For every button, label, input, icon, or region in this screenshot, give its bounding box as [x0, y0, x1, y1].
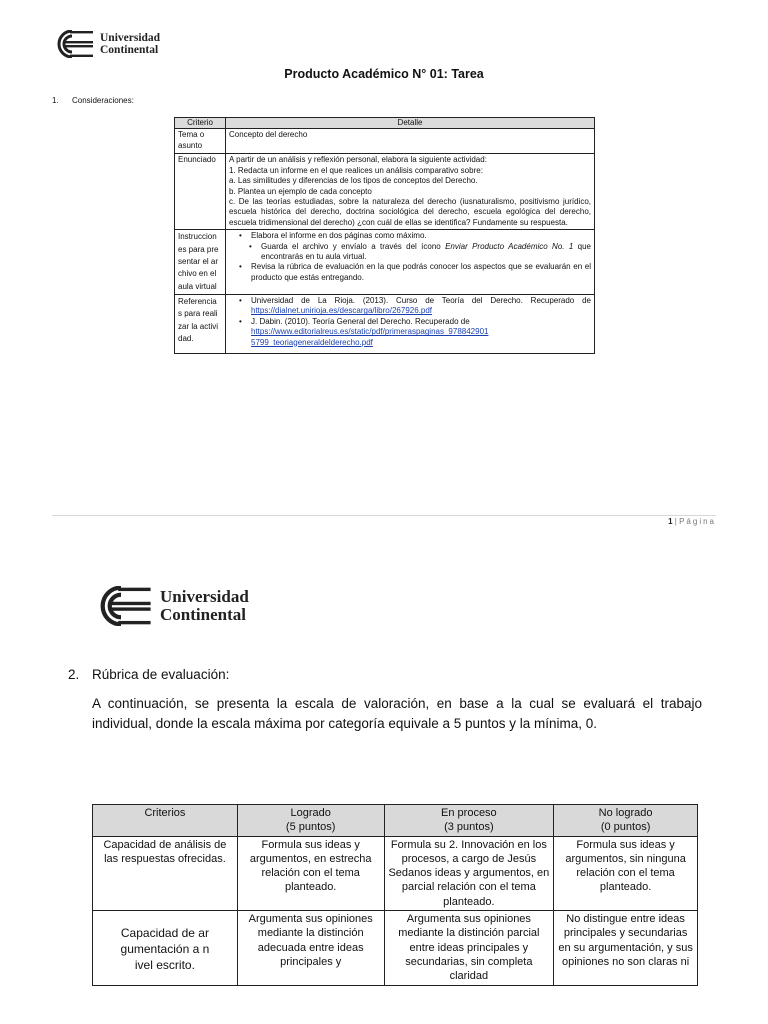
university-name [160, 588, 249, 624]
header-en-proceso [384, 805, 554, 837]
reference-2-link[interactable] [251, 327, 591, 348]
page-number-label: Página [679, 517, 716, 526]
rubric-criterio-text: Capacidad de argumentación a nivel escrito. [120, 926, 210, 973]
rubric-criterio-cell [93, 911, 238, 985]
header-logrado-points: (5 puntos) [285, 821, 336, 834]
detalle-cell: Concepto del derecho [226, 129, 595, 154]
header-nologrado-points: (0 puntos) [600, 821, 651, 834]
university-name [100, 32, 160, 56]
rubric-intro-paragraph: A continuación, se presenta la escala de valoración, en base a la cual se evaluará el trabajo individual, donde la escala máxima por categoría equivale a 5 puntos y la mínima, 0. [92, 696, 702, 731]
list-item [229, 242, 591, 263]
header-detalle: Detalle [226, 118, 595, 129]
enunciado-line: A partir de un análisis y reflexión personal, elabora la siguiente actividad: [229, 155, 487, 165]
table-header-row [175, 118, 595, 129]
section-1-label: Consideraciones: [72, 96, 134, 105]
table-row [175, 295, 595, 354]
page-number-value: 1 [668, 517, 673, 526]
page-number-separator: | [672, 517, 680, 526]
header-criterio: Criterio [175, 118, 226, 129]
criterio-instrucciones: Instrucciones para presentar el archivo en el aula virtual [178, 232, 219, 291]
item2-text: Guarda el archivo y envíalo a través del ícono [261, 241, 446, 251]
rubric-proceso-cell: Formula su 2. Innovación en los procesos, a cargo de Jesús Sedanos ideas y argumentos, en parcial relación con el tema planteado. [384, 836, 554, 910]
rubric-nologrado-cell: Formula sus ideas y argumentos, sin ninguna relación con el tema planteado. [554, 836, 698, 910]
criterio-referencias: Referencias para realizar la actividad. [178, 297, 219, 344]
criterio-tema: Tema o asunto [178, 130, 205, 150]
rubric-table [92, 804, 698, 986]
university-logo [90, 586, 249, 626]
criterio-cell [175, 129, 226, 154]
table-header-row [93, 805, 698, 837]
enunciado-line: 1. Redacta un informe en el que realices un análisis comparativo sobre: [229, 165, 483, 175]
criterio-cell [175, 154, 226, 230]
rubric-criterio-cell: Capacidad de análisis de las respuestas ofrecidas. [93, 836, 238, 910]
criterio-enunciado: Enunciado [178, 155, 216, 165]
university-name-line1: Universidad [160, 587, 249, 607]
rubric-nologrado-cell: No distingue entre ideas principales y secundarias en su argumentación, y sus opiniones no son claras ni [554, 911, 698, 985]
university-emblem-icon [50, 30, 94, 58]
section-1-number: 1. [52, 96, 59, 105]
university-name-line2: Continental [160, 605, 246, 624]
rubric-proceso-cell: Argumenta sus opiniones mediante la distinción parcial entre ideas principales y secundarias, sin completa claridad [384, 911, 554, 985]
reference-2-link-part1: https://www.editorialreus.es/static/pdf/primeraspaginas_978842901 [251, 327, 489, 337]
reference-2-link-part2: 5799_teoriageneraldelderecho.pdf [251, 337, 373, 347]
list-item: • Revisa la rúbrica de evaluación en la que podrás conocer los aspectos que se evaluarán en el producto que estás entregando. [229, 262, 591, 283]
table-row [175, 230, 595, 295]
header-logrado [237, 805, 384, 837]
document-title: Producto Académico N° 01: Tarea [284, 67, 484, 81]
enunciado-line: c. De las teorías estudiadas, sobre la naturaleza del derecho (iusnaturalismo, positivismo jurídico, escuela histórica del derecho, doctrina sociológica del derecho, escuela egológica del derecho, escuela tridimensional del derecho) ¿con cuál de ellas se identifica? Fundamente su respuesta. [229, 196, 591, 227]
university-name-line1: Universidad [100, 31, 161, 44]
list-item [229, 296, 591, 317]
item2-text-end: que encontrarás en tu aula virtual. [261, 241, 592, 261]
section-2-label: Rúbrica de evaluación: [92, 667, 230, 682]
section-2-number: 2. [68, 667, 80, 682]
section-2-heading [68, 667, 229, 682]
reference-1-link[interactable]: https://dialnet.unirioja.es/descarga/libro/267926.pdf [251, 306, 433, 316]
university-logo [50, 30, 160, 58]
considerations-table [174, 117, 595, 354]
list-item [229, 317, 591, 348]
rubric-logrado-cell: Argumenta sus opiniones mediante la distinción adecuada entre ideas principales y [237, 911, 384, 985]
detalle-cell [226, 154, 595, 230]
criterio-cell [175, 295, 226, 354]
table-row [175, 154, 595, 230]
instructions-list [229, 231, 591, 283]
header-criterios: Criterios [93, 805, 238, 837]
rubric-logrado-cell: Formula sus ideas y argumentos, en estrecha relación con el tema planteado. [237, 836, 384, 910]
university-name-line2: Continental [100, 44, 159, 56]
university-emblem-icon [90, 586, 152, 626]
header-proceso-points: (3 puntos) [444, 821, 494, 834]
enunciado-line: a. Las similitudes y diferencias de los tipos de conceptos del Derecho. [229, 176, 478, 186]
detalle-cell [226, 295, 595, 354]
item2-emphasis: Enviar Producto Académico No. 1 [445, 241, 574, 251]
list-item: • Elabora el informe en dos páginas como máximo. [229, 231, 591, 241]
enunciado-line: b. Plantea un ejemplo de cada concepto [229, 186, 372, 196]
header-logrado-label: Logrado [290, 807, 331, 819]
header-no-logrado [554, 805, 698, 837]
header-proceso-label: En proceso [441, 807, 497, 819]
section-1-heading [52, 96, 134, 105]
table-row [175, 129, 595, 154]
references-list [229, 296, 591, 348]
reference-2-text: J. Dabin. (2010). Teoría General del Derecho. Recuperado de [251, 316, 470, 326]
table-row [93, 836, 698, 910]
criterio-cell [175, 230, 226, 295]
reference-1-text: • Universidad de La Rioja. (2013). Curso de Teoría del Derecho. Recuperado de [251, 296, 591, 306]
table-row [93, 911, 698, 985]
page-divider [52, 515, 716, 516]
header-nologrado-label: No logrado [598, 807, 653, 819]
page-number [668, 517, 716, 526]
detalle-cell [226, 230, 595, 295]
